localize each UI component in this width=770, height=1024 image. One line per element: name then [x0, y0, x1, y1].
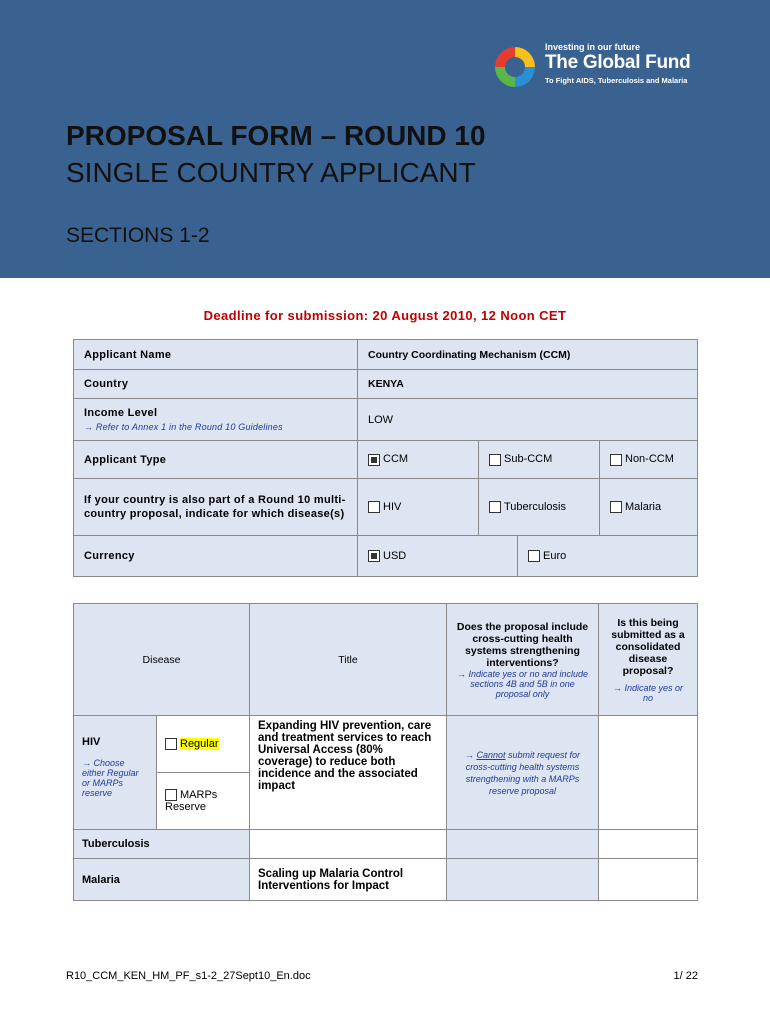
malaria-title: Scaling up Malaria Control Interventions for Impact	[258, 867, 404, 892]
title-column-header	[250, 604, 447, 716]
usd-checkbox[interactable]	[368, 550, 380, 562]
ccm-label: CCM	[383, 453, 409, 466]
tb-label-cell	[74, 830, 250, 859]
hss-header-note: → Indicate yes or no and include sections 4B and 5B in one proposal only	[456, 668, 589, 699]
disease-header-label: Disease	[142, 653, 181, 666]
currency-euro-option	[518, 550, 566, 562]
type-subccm-cell	[479, 441, 600, 479]
currency-usd-option	[358, 536, 518, 576]
logo-tagline: Investing in our future	[545, 42, 641, 52]
tb-consolidated-cell[interactable]	[599, 830, 698, 859]
disease-malaria-cell	[600, 479, 698, 536]
malaria-checkbox[interactable]	[610, 501, 622, 513]
country-label: Country	[84, 378, 129, 390]
country-value: KENYA	[368, 378, 404, 390]
hss-header-label: Does the proposal include cross-cutting health systems strengthening interventions?	[456, 620, 589, 669]
global-fund-logo	[490, 42, 730, 92]
disease-table	[73, 603, 698, 901]
global-fund-logo-icon	[490, 42, 540, 92]
malaria-option-label: Malaria	[625, 500, 662, 513]
hiv-hss-cannot: Cannot	[476, 749, 506, 760]
disease-column-header	[74, 604, 250, 716]
sub-ccm-label: Sub-CCM	[504, 453, 553, 466]
tb-title-cell[interactable]	[250, 830, 447, 859]
malaria-label-cell	[74, 859, 250, 901]
footer-page-number: 1/ 22	[673, 970, 698, 982]
malaria-row-label: Malaria	[82, 873, 120, 886]
malaria-hss-cell[interactable]	[447, 859, 599, 901]
applicant-name-value-cell[interactable]	[358, 340, 698, 370]
disease-tb-cell	[479, 479, 600, 536]
hiv-checkbox[interactable]	[368, 501, 380, 513]
income-label: Income Level	[84, 407, 158, 419]
type-nonccm-cell	[600, 441, 698, 479]
page-subtitle: SINGLE COUNTRY APPLICANT	[66, 157, 476, 188]
consolidated-header-note: → Indicate yes or no	[612, 682, 684, 703]
disease-hiv-cell	[358, 479, 479, 536]
applicant-name-label-cell	[74, 340, 358, 370]
malaria-consolidated-cell[interactable]	[599, 859, 698, 901]
ccm-checkbox[interactable]	[368, 454, 380, 466]
type-ccm-cell	[358, 441, 479, 479]
euro-label: Euro	[543, 549, 567, 562]
hiv-option-label: HIV	[383, 500, 402, 513]
hiv-label-cell	[74, 716, 157, 830]
deadline-notice: Deadline for submission: 20 August 2010, 12 Noon CET	[203, 308, 567, 323]
marps-label: MARPs Reserve	[165, 788, 218, 814]
header-banner	[0, 0, 770, 278]
hiv-hss-cell	[447, 716, 599, 830]
currency-label: Currency	[84, 550, 135, 562]
currency-options-cell	[358, 536, 698, 577]
euro-checkbox[interactable]	[528, 550, 540, 562]
consolidated-column-header	[599, 604, 698, 716]
hiv-hss-note-text: submit request for cross-cutting health systems strengthening with a MARPs reserve proposal	[465, 749, 581, 796]
non-ccm-checkbox[interactable]	[610, 454, 622, 466]
hiv-row-label: HIV	[82, 736, 101, 748]
hiv-row-note: → Choose either Regular or MARPs reserve	[82, 758, 139, 798]
hiv-title-cell[interactable]	[250, 716, 447, 830]
footer-filename: R10_CCM_KEN_HM_PF_s1-2_27Sept10_En.doc	[66, 970, 311, 982]
marps-checkbox[interactable]	[165, 789, 177, 801]
hiv-hss-note: → Cannot submit request for cross-cutting health systems strengthening with a MARPs reserve proposal	[464, 749, 581, 796]
sections-label: SECTIONS 1-2	[66, 224, 210, 247]
applicant-type-label: Applicant Type	[84, 453, 167, 466]
applicant-name-value: Country Coordinating Mechanism (CCM)	[368, 348, 571, 361]
regular-label: Regular	[180, 737, 219, 750]
consolidated-header-label: Is this being submitted as a consolidated disease proposal?	[611, 616, 685, 677]
hss-column-header	[447, 604, 599, 716]
tb-hss-cell[interactable]	[447, 830, 599, 859]
income-value: LOW	[368, 413, 394, 426]
page-title: PROPOSAL FORM – ROUND 10	[66, 120, 486, 151]
hiv-regular-cell	[157, 716, 250, 773]
logo-name: The Global Fund	[545, 52, 691, 73]
non-ccm-label: Non-CCM	[625, 453, 674, 466]
multicountry-label: If your country is also part of a Round 10 multi-country proposal, indicate for which disease(s)	[84, 494, 346, 520]
hiv-title: Expanding HIV prevention, care and treatment services to reach Universal Access (80% coverage) to reduce both incidence and the associated impact	[258, 720, 432, 792]
malaria-title-cell[interactable]	[250, 859, 447, 901]
hiv-marps-cell	[157, 773, 250, 830]
currency-label-cell	[74, 536, 358, 577]
applicant-name-label: Applicant Name	[84, 348, 172, 361]
regular-checkbox[interactable]	[165, 738, 177, 750]
hiv-consolidated-cell[interactable]	[599, 716, 698, 830]
country-label-cell	[74, 370, 358, 399]
tuberculosis-checkbox[interactable]	[489, 501, 501, 513]
country-value-cell[interactable]	[358, 370, 698, 399]
logo-subtitle: To Fight AIDS, Tuberculosis and Malaria	[545, 76, 688, 85]
tb-row-label: Tuberculosis	[82, 838, 150, 850]
applicant-table	[73, 339, 698, 577]
multicountry-label-cell	[74, 479, 358, 536]
income-value-cell[interactable]	[358, 399, 698, 441]
sub-ccm-checkbox[interactable]	[489, 454, 501, 466]
applicant-type-label-cell	[74, 441, 358, 479]
tuberculosis-option-label: Tuberculosis	[504, 500, 566, 513]
income-note: → Refer to Annex 1 in the Round 10 Guidelines	[84, 422, 283, 432]
title-header-label: Title	[338, 653, 358, 666]
income-label-cell	[74, 399, 358, 441]
usd-label: USD	[383, 550, 407, 562]
